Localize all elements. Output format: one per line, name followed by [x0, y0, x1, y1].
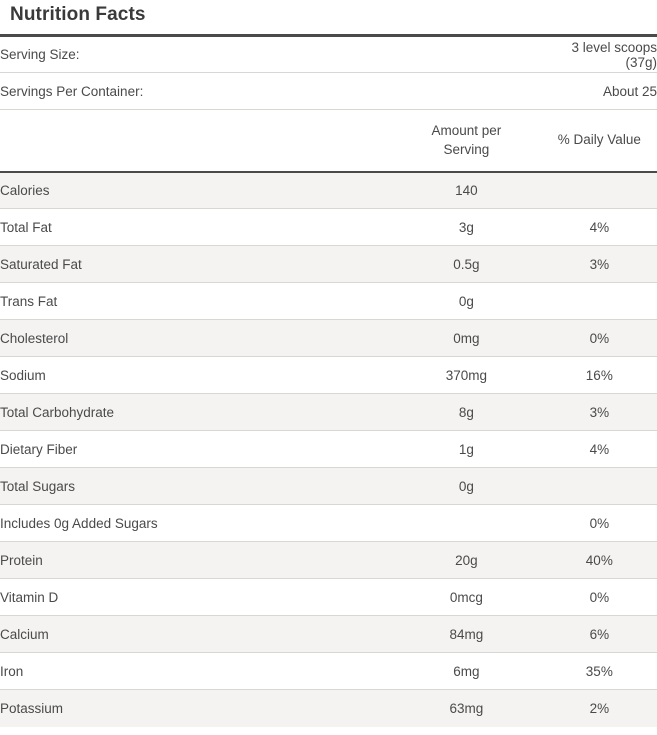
nutrient-daily-value: 0% [589, 330, 610, 346]
nutrient-rows [0, 172, 657, 727]
nutrient-label: Calories [0, 182, 50, 198]
serving-size-label: Serving Size: [0, 47, 80, 62]
nutrient-label: Total Fat [0, 219, 52, 235]
serving-size-row [0, 36, 657, 73]
nutrient-label: Calcium [0, 626, 49, 642]
table-row [0, 579, 657, 616]
nutrient-daily-value: 6% [589, 626, 610, 642]
nutrition-facts-table [0, 34, 657, 727]
nutrient-daily-value: 35% [585, 663, 613, 679]
nutrient-amount: 3g [458, 219, 474, 235]
amount-per-serving-header-line1: Amount per [431, 122, 502, 138]
nutrient-daily-value: 0% [589, 515, 610, 531]
header-spacer [0, 110, 391, 172]
nutrient-daily-value: 3% [589, 404, 610, 420]
page-title: Nutrition Facts [10, 4, 146, 25]
nutrient-label: Cholesterol [0, 330, 69, 346]
servings-per-container-row [0, 73, 657, 110]
nutrient-label: Dietary Fiber [0, 441, 78, 457]
nutrient-amount: 370mg [445, 367, 488, 383]
table-body [0, 36, 657, 172]
nutrient-daily-value: 0% [589, 589, 610, 605]
nutrient-amount: 0mg [453, 330, 480, 346]
amount-per-serving-header-line2: Serving [443, 142, 490, 158]
table-row [0, 283, 657, 320]
nutrient-amount: 0g [458, 478, 474, 494]
nutrient-label: Vitamin D [0, 589, 59, 605]
table-row [0, 431, 657, 468]
nutrient-daily-value [542, 172, 657, 209]
table-row [0, 505, 657, 542]
amount-per-serving-header [391, 110, 541, 172]
nutrient-daily-value: 4% [589, 219, 610, 235]
nutrient-amount: 0mcg [449, 589, 483, 605]
nutrient-label: Protein [0, 552, 43, 568]
table-row [0, 320, 657, 357]
table-row [0, 616, 657, 653]
table-row [0, 468, 657, 505]
table-row [0, 357, 657, 394]
column-header-row [0, 110, 657, 172]
nutrient-daily-value: 3% [589, 256, 610, 272]
servings-per-container-value: About 25 [602, 83, 657, 99]
table-row [0, 690, 657, 727]
table-row [0, 542, 657, 579]
table-row [0, 394, 657, 431]
nutrient-amount: 84mg [449, 626, 484, 642]
nutrient-label: Includes 0g Added Sugars [0, 515, 158, 531]
nutrient-daily-value: 16% [585, 367, 613, 383]
nutrient-amount: 140 [455, 182, 478, 198]
nutrient-amount: 63mg [449, 700, 484, 716]
nutrient-amount: 0.5g [453, 256, 480, 272]
nutrient-amount [391, 505, 541, 542]
nutrient-label: Iron [0, 663, 24, 679]
nutrient-label: Trans Fat [0, 293, 58, 309]
table-row [0, 209, 657, 246]
nutrient-label: Sodium [0, 367, 46, 383]
nutrient-label: Total Sugars [0, 478, 76, 494]
table-row [0, 653, 657, 690]
nutrient-daily-value: 2% [589, 700, 610, 716]
servings-per-container-label: Servings Per Container: [0, 83, 144, 99]
nutrient-amount: 8g [458, 404, 474, 420]
nutrient-label: Total Carbohydrate [0, 404, 115, 420]
nutrient-daily-value [542, 283, 657, 320]
nutrient-label: Saturated Fat [0, 256, 82, 272]
table-row [0, 172, 657, 209]
nutrient-label: Potassium [0, 700, 64, 716]
daily-value-header: % Daily Value [557, 132, 641, 148]
nutrient-amount: 0g [458, 293, 474, 309]
nutrient-amount: 20g [455, 552, 478, 568]
nutrient-daily-value: 40% [585, 552, 613, 568]
nutrient-daily-value: 4% [589, 441, 610, 457]
serving-size-value: 3 level scoops (37g) [571, 39, 657, 70]
nutrient-daily-value [542, 468, 657, 505]
table-row [0, 246, 657, 283]
nutrient-amount: 1g [458, 441, 474, 457]
nutrient-amount: 6mg [453, 663, 480, 679]
